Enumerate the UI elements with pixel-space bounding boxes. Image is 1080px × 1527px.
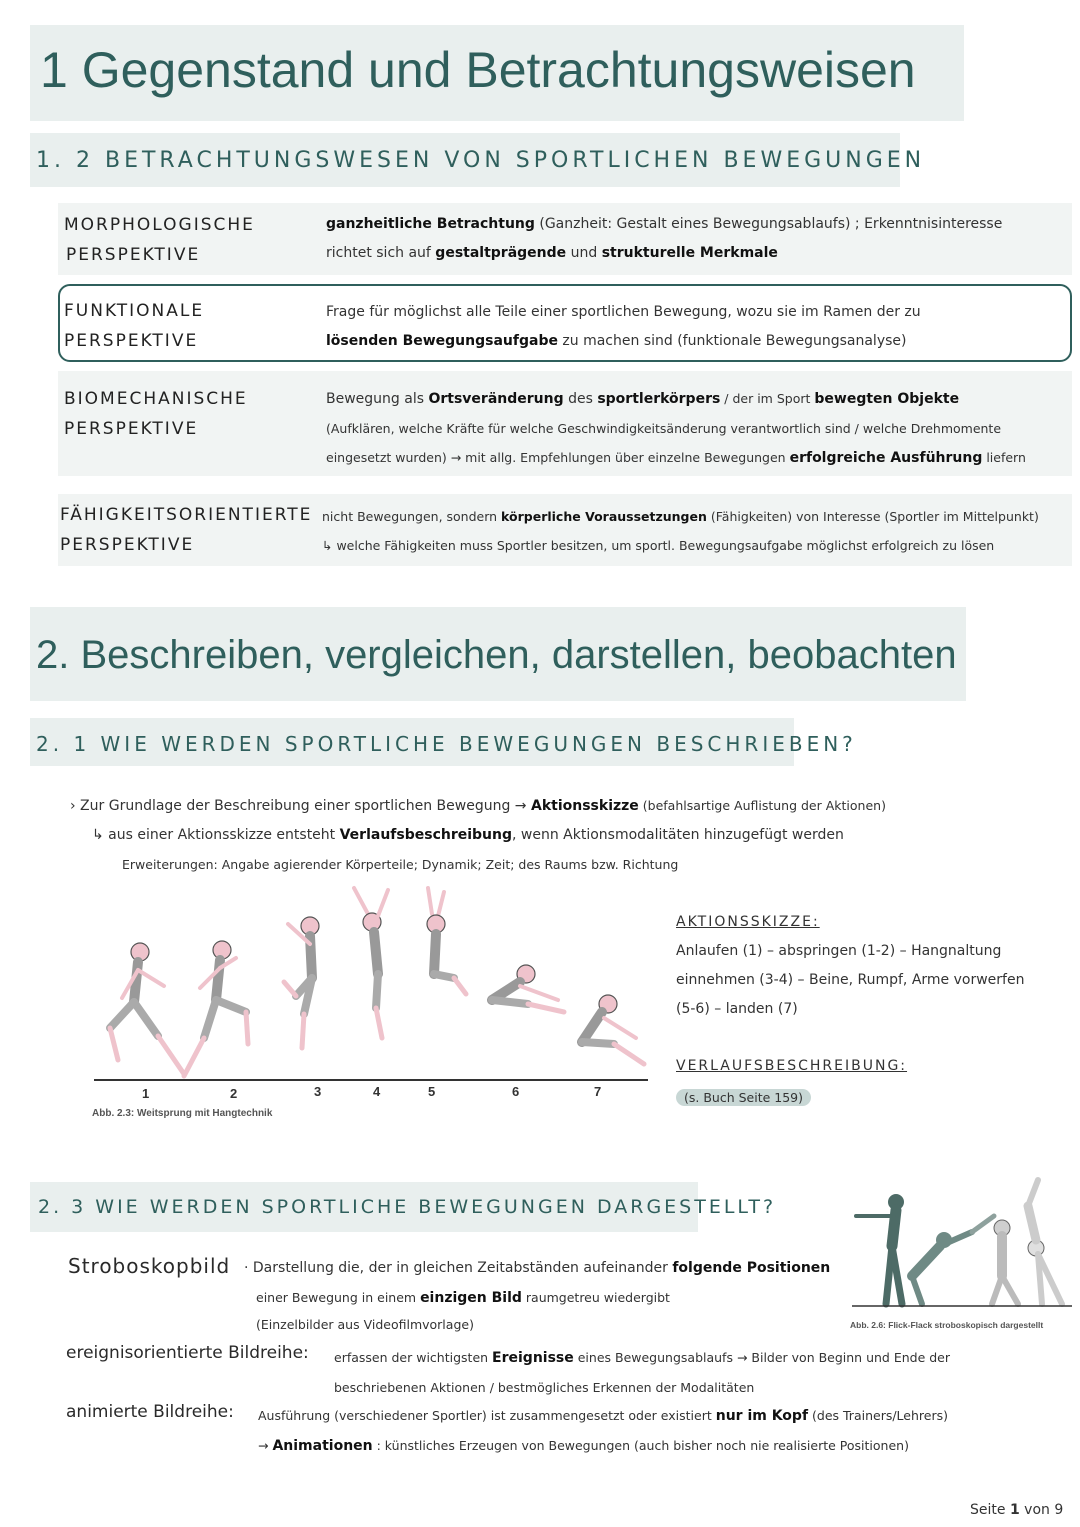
section-2-title: 2. Beschreiben, vergleichen, darstellen, beobachten [36,633,957,677]
strobo-text: · Darstellung die, der in gleichen Zeitabständen aufeinander folgende Positionen einer Bewegung in einem einzigen Bild raumgetreu wiedergibt (Einzelbilder aus Videofilmvorlage) [244,1260,831,1332]
section-1-2-heading: 1. 2 BETRACHTUNGSWESEN VON SPORTLICHEN BEWEGUNGEN [36,148,926,173]
figure-5 [427,888,466,994]
row-label: MORPHOLOGISCHE PERSPEKTIVE [64,215,255,265]
figure-3 [284,917,319,1048]
row-text: Bewegung als Ortsveränderung des sportlerkörpers / der im Sport bewegten Objekte (Aufklären, welche Kräfte für welche Geschwindigkeitsänderung verantwortlich sind / welche Drehmomente eingesetzt wurden) → mit allg. Empfehlungen über einzelne Bewegungen erfolgreiche Ausführung liefern [326,391,1026,466]
figure-7 [582,995,644,1064]
ereignis-text: erfassen der wichtigsten Ereignisse eines Bewegungsablaufs → Bilder von Beginn und Ende der beschriebenen Aktionen / bestmögliches Erkennen der Modalitäten [334,1350,951,1395]
row-text: nicht Bewegungen, sondern körperliche Voraussetzungen (Fähigkeiten) von Interesse (Sportler im Mittelpunkt) ↳ welche Fähigkeiten muss Sportler besitzen, um sportl. Bewegungsaufgabe möglichst erfolgreich zu lösen [322,509,1039,553]
verlauf-block [676,1052,1066,1113]
animiert-text: Ausführung (verschiedener Sportler) ist zusammengesetzt oder existiert nur im Kopf (des Trainers/Lehrers) → Animationen : künstliches Erzeugen von Bewegungen (auch bisher noch nie realisierte Positionen) [258,1408,948,1454]
section-2-3-heading: 2. 3 WIE WERDEN SPORTLICHE BEWEGUNGEN DARGESTELLT? [38,1196,777,1218]
figure-number-5: 5 [428,1084,436,1099]
figure-number-1: 1 [142,1086,150,1101]
row-text: Frage für möglichst alle Teile einer sportlichen Bewegung, wozu sie im Ramen der zu lösenden Bewegungsaufgabe zu machen sind (funktionale Bewegungsanalyse) [326,304,921,349]
long-jump-caption: Abb. 2.3: Weitsprung mit Hangtechnik [92,1108,273,1119]
row-label: FUNKTIONALE PERSPEKTIVE [64,301,205,351]
page-number: Seite 1 von 9 [970,1502,1064,1518]
flick-flack-caption: Abb. 2.6: Flick-Flack stroboskopisch dargestellt [850,1320,1044,1330]
long-jump-figure [88,878,656,1124]
figure-number-7: 7 [594,1084,602,1099]
row-label: BIOMECHANISCHE PERSPEKTIVE [64,389,248,439]
row-text: ganzheitliche Betrachtung (Ganzheit: Gestalt eines Bewegungsablaufs) ; Erkenntnisinteresse richtet sich auf gestaltprägende und strukturelle Merkmale [326,216,1003,261]
figure-number-3: 3 [314,1084,322,1099]
ereignis-label: ereignisorientierte Bildreihe: [66,1343,309,1363]
figure-number-6: 6 [512,1084,520,1099]
animiert-label: animierte Bildreihe: [66,1402,234,1422]
figure-4 [354,888,388,1038]
figure-number-2: 2 [230,1086,238,1101]
section-2-1-heading: 2. 1 WIE WERDEN SPORTLICHE BEWEGUNGEN BESCHRIEBEN? [36,732,857,756]
row-label: FÄHIGKEITSORIENTIERTE PERSPEKTIVE [60,505,313,555]
figure-2 [184,941,248,1076]
aktionsskizze-title: AKTIONSSKIZZE: [676,914,820,930]
strobo-label: Stroboskopbild [68,1254,231,1278]
page-title: 1 Gegenstand und Betrachtungsweisen [40,42,916,98]
figure-6 [492,965,564,1012]
description-notes: › Zur Grundlage der Beschreibung einer sportlichen Bewegung → Aktionsskizze (befahlsartige Auflistung der Aktionen) ↳ aus einer Aktionsskizze entsteht Verlaufsbeschreibung, wenn Aktionsmodalitäten hinzugefügt werden Erweiterungen: Angabe agierender Körperteile; Dynamik; Zeit; des Raums bzw. Richtung [70,798,886,872]
book-reference: (s. Buch Seite 159) [676,1089,811,1106]
figure-1 [110,943,184,1074]
figure-number-4: 4 [373,1084,381,1099]
aktionsskizze-block: AKTIONSSKIZZE: Anlaufen (1) – abspringen (1-2) – Hangnaltung einnehmen (3-4) – Beine, Rumpf, Arme vorwerfen (5-6) – landen (7) [676,908,1066,1024]
verlauf-title: VERLAUFSBESCHREIBUNG: [676,1058,908,1074]
